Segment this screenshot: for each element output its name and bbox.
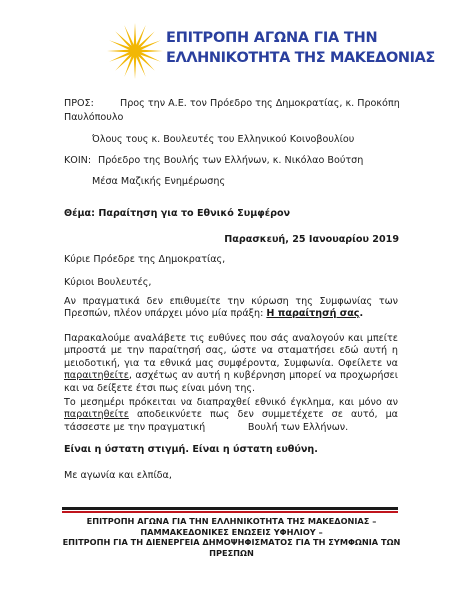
sun-center	[129, 45, 141, 57]
footer-rule-red	[62, 511, 398, 513]
paragraph-1	[64, 296, 398, 321]
sun-ray	[140, 50, 163, 53]
footer-line1: ΕΠΙΤΡΟΠΗ ΑΓΩΝΑ ΓΙΑ ΤΗΝ ΕΛΛΗΝΙΚΟΤΗΤΑ ΤΗΣ ΜΑΚΕΔΟΝΙΑΣ –	[86, 516, 377, 526]
salutation-president: Κύριε Πρόεδρε της Δημοκρατίας,	[64, 254, 226, 265]
footer-line3: ΕΠΙΤΡΟΠΗ ΓΙΑ ΤΗ ΔΙΕΝΕΡΓΕΙΑ ΔΗΜΟΨΗΦΙΣΜΑΤΟΣ ΓΙΑ ΤΗ ΣΥΜΦΩΝΙΑ ΤΩΝ	[62, 537, 401, 548]
paragraph-3-text-a: Το μεσημέρι πρόκειται να διαπραχθεί εθνικό έγκλημα, και μόνο αν	[64, 397, 398, 408]
paragraph-2-underlined: παραιτηθείτε	[64, 370, 129, 382]
closing-line: Με αγωνία και ελπίδα,	[64, 470, 172, 481]
sun-ray	[136, 25, 146, 47]
subject-line: Θέμα: Παραίτηση για το Εθνικό Συμφέρον	[64, 208, 291, 219]
paragraph-3-text-b: αποδεικνύετε πως δεν συμμετέχετε σε αυτό, μα τάσσεστε με την πραγματική Βουλή των Ελλήνων.	[64, 409, 402, 433]
sun-ray	[139, 52, 161, 62]
letter-date: Παρασκευή, 25 Ιανουαρίου 2019	[224, 234, 399, 245]
paragraph-2-text-a: Παρακαλούμε αναλάβετε τις ευθύνες που σάς αναλογούν και μπείτε μπροστά με την παραίτησή σας, ώστε να σταματήσει εδώ αυτή η μειοδοτική, για τα εθνικά μας συμφέροντα, Συμφωνία. Οφείλετε να	[64, 333, 398, 369]
sun-ray	[107, 50, 130, 53]
sun-ray	[109, 52, 131, 62]
to-line2: Παυλόπουλο	[64, 112, 124, 123]
paragraph-1-emphasis: Η παραίτησή σας	[266, 308, 360, 320]
vergina-sun-logo	[106, 22, 164, 80]
paragraph-4-emphasis: Είναι η ύστατη στιγμή. Είναι η ύστατη ευθύνη.	[64, 444, 318, 455]
paragraph-1-text: Αν πραγματικά δεν επιθυμείτε την κύρωση της Συμφωνίας των Πρεσπών, πλέον υπάρχει μόνο μία πράξη:	[64, 296, 398, 320]
sun-ray	[139, 40, 161, 50]
org-name-line2: ΕΛΛΗΝΙΚΟΤΗΤΑ ΤΗΣ ΜΑΚΕΔΟΝΙΑΣ	[166, 50, 435, 66]
sun-ray	[124, 55, 134, 77]
footer-line2: ΠΑΜΜΑΚΕΔΟΝΙΚΕΣ ΕΝΩΣΕΙΣ ΥΦΗΛΙΟΥ –	[140, 526, 323, 537]
paragraph-2-text-b: , ασχέτως αν αυτή η κυβέρνηση μπορεί να προχωρήσει και να δείξετε έτσι πως είναι μόνη της.	[64, 370, 398, 394]
to-line1: Προς την Α.Ε. τον Πρόεδρο της Δημοκρατίας, κ. Προκόπη	[120, 98, 400, 109]
sun-ray	[109, 40, 131, 50]
salutation-mps: Κύριοι Βουλευτές,	[64, 277, 152, 288]
paragraph-3	[64, 397, 402, 434]
sun-ray	[136, 55, 146, 77]
footer-line4: ΠΡΕΣΠΩΝ	[209, 547, 254, 558]
to-label: ΠΡΟΣ:	[64, 98, 94, 109]
cc-label: ΚΟΙΝ:	[64, 155, 92, 166]
footer-block	[40, 516, 423, 558]
sun-ray	[134, 23, 137, 46]
sun-ray	[134, 56, 137, 79]
paragraph-2	[64, 333, 398, 395]
cc-line2: Μέσα Μαζικής Ενημέρωσης	[92, 176, 226, 187]
to-line3: Όλους τους κ. Βουλευτές του Ελληνικού Κοινοβουλίου	[92, 134, 355, 145]
cc-line1: Πρόεδρο της Βουλής των Ελλήνων, κ. Νικόλαο Βούτση	[98, 155, 364, 166]
footer-rule-dark	[62, 507, 398, 510]
sun-ray	[124, 25, 134, 47]
paragraph-1-end: .	[359, 308, 364, 320]
paragraph-3-underlined: παραιτηθείτε	[64, 409, 129, 421]
org-name-line1: ΕΠΙΤΡΟΠΗ ΑΓΩΝΑ ΓΙΑ ΤΗΝ	[166, 30, 378, 46]
